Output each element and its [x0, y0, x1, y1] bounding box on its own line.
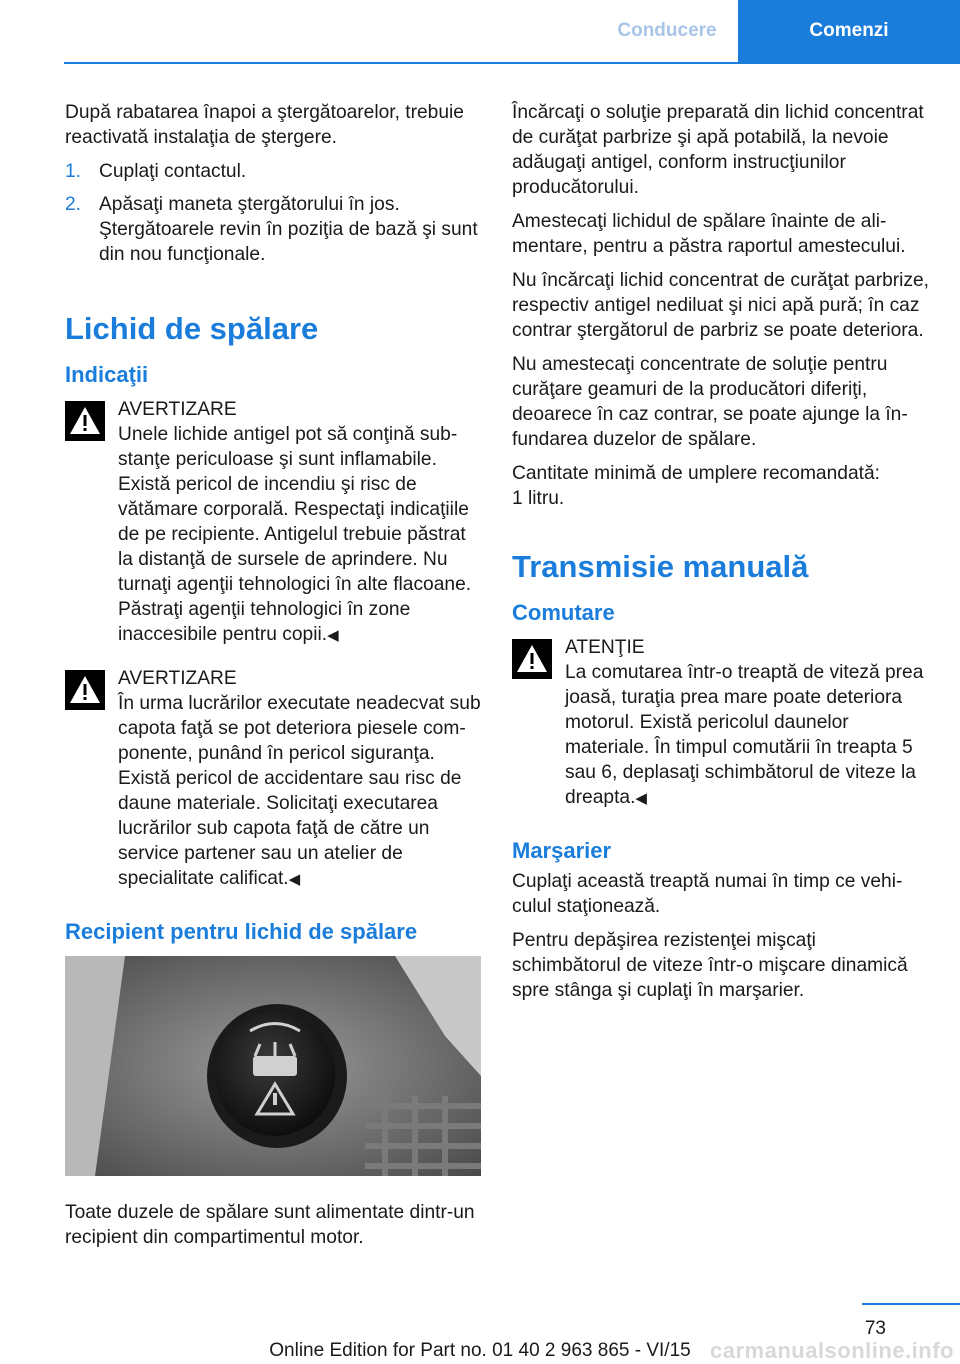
heading-washer-fluid: Lichid de spălare: [65, 311, 319, 346]
heading-manual-transmission: Transmisie manuală: [512, 549, 809, 584]
paragraph: Nu amestecaţi concentrate de soluţie pentru curăţare geamuri de la producători diferiţi, deoarece în caz contrar, se poate ajunge la înfundarea duzelor de spălare.: [512, 354, 908, 450]
end-mark: ◀: [635, 790, 647, 807]
warning-body: În urma lucrărilor executate neadecvat sub capota faţă se pot deteriora piesele componente, punând în pericol siguranţa. Există pericol de accidentare sau risc de daune materiale. Solicitaţi executarea lucrărilor sub capota faţă de către un service partener sau un atelier de specialitate calificat.: [118, 693, 481, 889]
caution-block: [512, 635, 930, 811]
paragraph: Amestecaţi lichidul de spălare înainte de alimentare, pentru a păstra raportul amestecului.: [512, 211, 906, 257]
caution-body: La comutarea într-o treaptă de viteză prea joasă, turaţia prea mare poate deteriora motorul. Există pericolul daunelor materiale. În timpul comutării în treapta 5 sau 6, deplasaţi schimbătorul de viteze la dreapta.: [565, 662, 924, 808]
chapter-tab: Comenzi: [738, 0, 960, 62]
paragraph: Încărcaţi o soluţie preparată din lichid concentrat de curăţat parbrize şi apă potabilă, la nevoie adăugaţi antigel, conform instrucţiunilor producătorului.: [512, 102, 924, 198]
step-number: 2.: [65, 194, 82, 215]
watermark: carmanualsonline.info: [710, 1338, 954, 1363]
warning-triangle-icon: [512, 639, 552, 679]
list-item: [65, 192, 481, 267]
step-number: 1.: [65, 161, 82, 182]
heading-shifting: Comutare: [512, 600, 615, 625]
warning-triangle-icon: [65, 670, 105, 710]
caution-title: ATENŢIE: [565, 637, 645, 658]
section-tab: Conducere: [596, 0, 738, 62]
warning-title: AVERTIZARE: [118, 399, 237, 420]
heading-reservoir: Recipient pentru lichid de spălare: [65, 919, 418, 944]
page-number: 73: [864, 1318, 886, 1339]
heading-reverse: Marşarier: [512, 838, 612, 863]
step-text: Apăsaţi maneta ştergătorului în jos. Ştergătoarele revin în poziţia de bază şi sunt din nou funcţionale.: [99, 194, 478, 265]
warning-title: AVERTIZARE: [118, 668, 237, 689]
paragraph: 1 litru.: [512, 488, 565, 509]
warning-body: Unele lichide antigel pot să conţină substanţe periculoase şi sunt inflamabile. Există pericol de incendiu şi risc de vătămare corporală. Respectaţi indicaţiile de pe recipiente. Antigelul trebuie păstrat la distanţă de sursele de aprindere. Nu turnaţi agenţii tehnologici în alte flacoane. Păstraţi agenţii tehnologici în zone inaccesibile pentru copii.: [118, 424, 472, 645]
left-column: [65, 100, 481, 1259]
footer-rule: [862, 1303, 960, 1305]
paragraph: Pentru depăşirea rezistenţei mişcaţi schimbătorul de viteze într-o mişcare dinamică spre stânga şi cuplaţi în marşarier.: [512, 930, 908, 1001]
paragraph: Cuplaţi această treaptă numai în timp ce vehiculul staţionează.: [512, 871, 903, 917]
intro-paragraph: După rabatarea înapoi a ştergătoarelor, trebuie reactivată instalaţia de ştergere.: [65, 102, 464, 148]
step-text: Cuplaţi contactul.: [99, 161, 247, 182]
washer-reservoir-photo: [65, 956, 481, 1176]
heading-notes: Indicaţii: [65, 362, 149, 387]
steps-list: [65, 159, 481, 267]
paragraph: Cantitate minimă de umplere recomandată:: [512, 463, 880, 484]
header-rule: [64, 62, 960, 64]
page-header: [596, 0, 960, 62]
end-mark: ◀: [327, 627, 339, 644]
right-column: [512, 100, 930, 1012]
warning-block: [65, 397, 481, 648]
reservoir-caption: Toate duzele de spălare sunt alimentate dintr-un recipient din compartimentul motor.: [65, 1202, 475, 1248]
paragraph: Nu încărcaţi lichid concentrat de curăţat parbrize, respectiv antigel nediluat şi nici apă pură; în caz contrar ştergătorul de parbriz se poate deteriora.: [512, 270, 930, 341]
list-item: [65, 159, 481, 184]
edition-note: Online Edition for Part no. 01 40 2 963 865 - VI/15: [269, 1340, 691, 1361]
end-mark: ◀: [288, 871, 301, 888]
warning-block: [65, 666, 481, 892]
warning-triangle-icon: [65, 401, 105, 441]
